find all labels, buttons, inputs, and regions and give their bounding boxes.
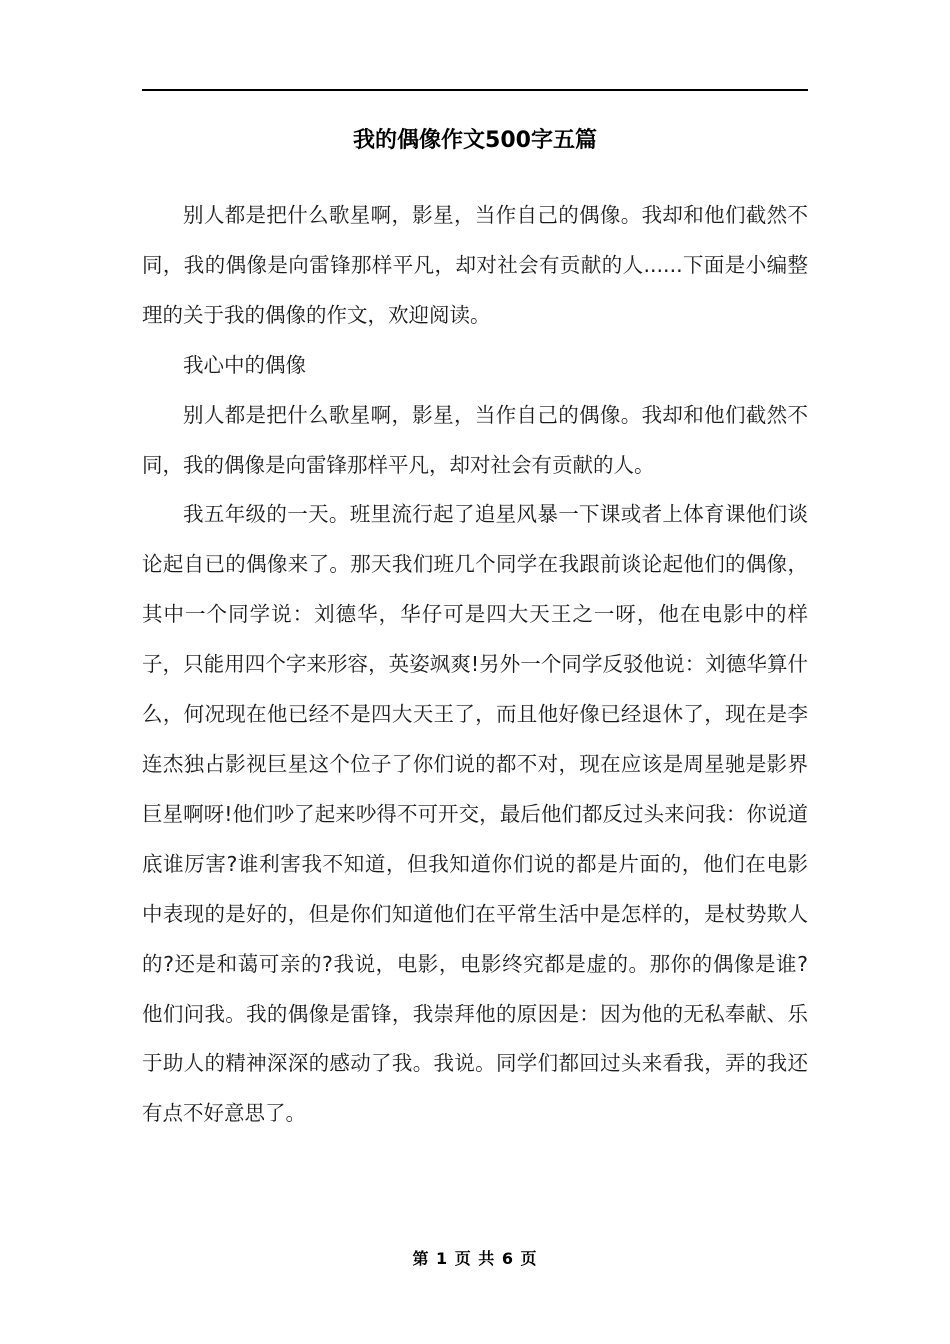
- body-paragraph: 别人都是把什么歌星啊，影星，当作自己的偶像。我却和他们截然不同，我的偶像是向雷锋那样平凡，却对社会有贡献的人。: [142, 402, 808, 477]
- section-heading: 我心中的偶像: [183, 352, 306, 377]
- body-paragraph: 我五年级的一天。班里流行起了追星风暴一下课或者上体育课他们谈论起自已的偶像来了。那天我们班几个同学在我跟前谈论起他们的偶像，其中一个同学说：刘德华，华仔可是四大天王之一呀，他在电影中的样子，只能用四个字来形容，英姿飒爽!另外一个同学反驳他说：刘德华算什么，何况现在他已经不是四大天王了，而且他好像已经退休了，现在是李连杰独占影视巨星这个位子了你们说的都不对，现在应该是周星驰是影界巨星啊呀!他们吵了起来吵得不可开交，最后他们都反过头来问我：你说道底谁厉害?谁利害我不知道，但我知道你们说的都是片面的，他们在电影中表现的是好的，但是你们知道他们在平常生活中是怎样的，是杖势欺人的?还是和蔼可亲的?我说，电影，电影终究都是虚的。那你的偶像是谁?他们问我。我的偶像是雷锋，我崇拜他的原因是：因为他的无私奉献、乐于助人的精神深深的感动了我。我说。同学们都回过头来看我，弄的我还有点不好意思了。: [142, 502, 808, 1126]
- document-title: 我的偶像作文500字五篇: [353, 128, 597, 153]
- document-body: [142, 191, 808, 1139]
- page-footer: 第 1 页 共 6 页: [412, 1249, 538, 1268]
- intro-paragraph: 别人都是把什么歌星啊，影星，当作自己的偶像。我却和他们截然不同，我的偶像是向雷锋那样平凡，却对社会有贡献的人......下面是小编整理的关于我的偶像的作文，欢迎阅读。: [142, 203, 808, 327]
- header-rule: [142, 89, 808, 91]
